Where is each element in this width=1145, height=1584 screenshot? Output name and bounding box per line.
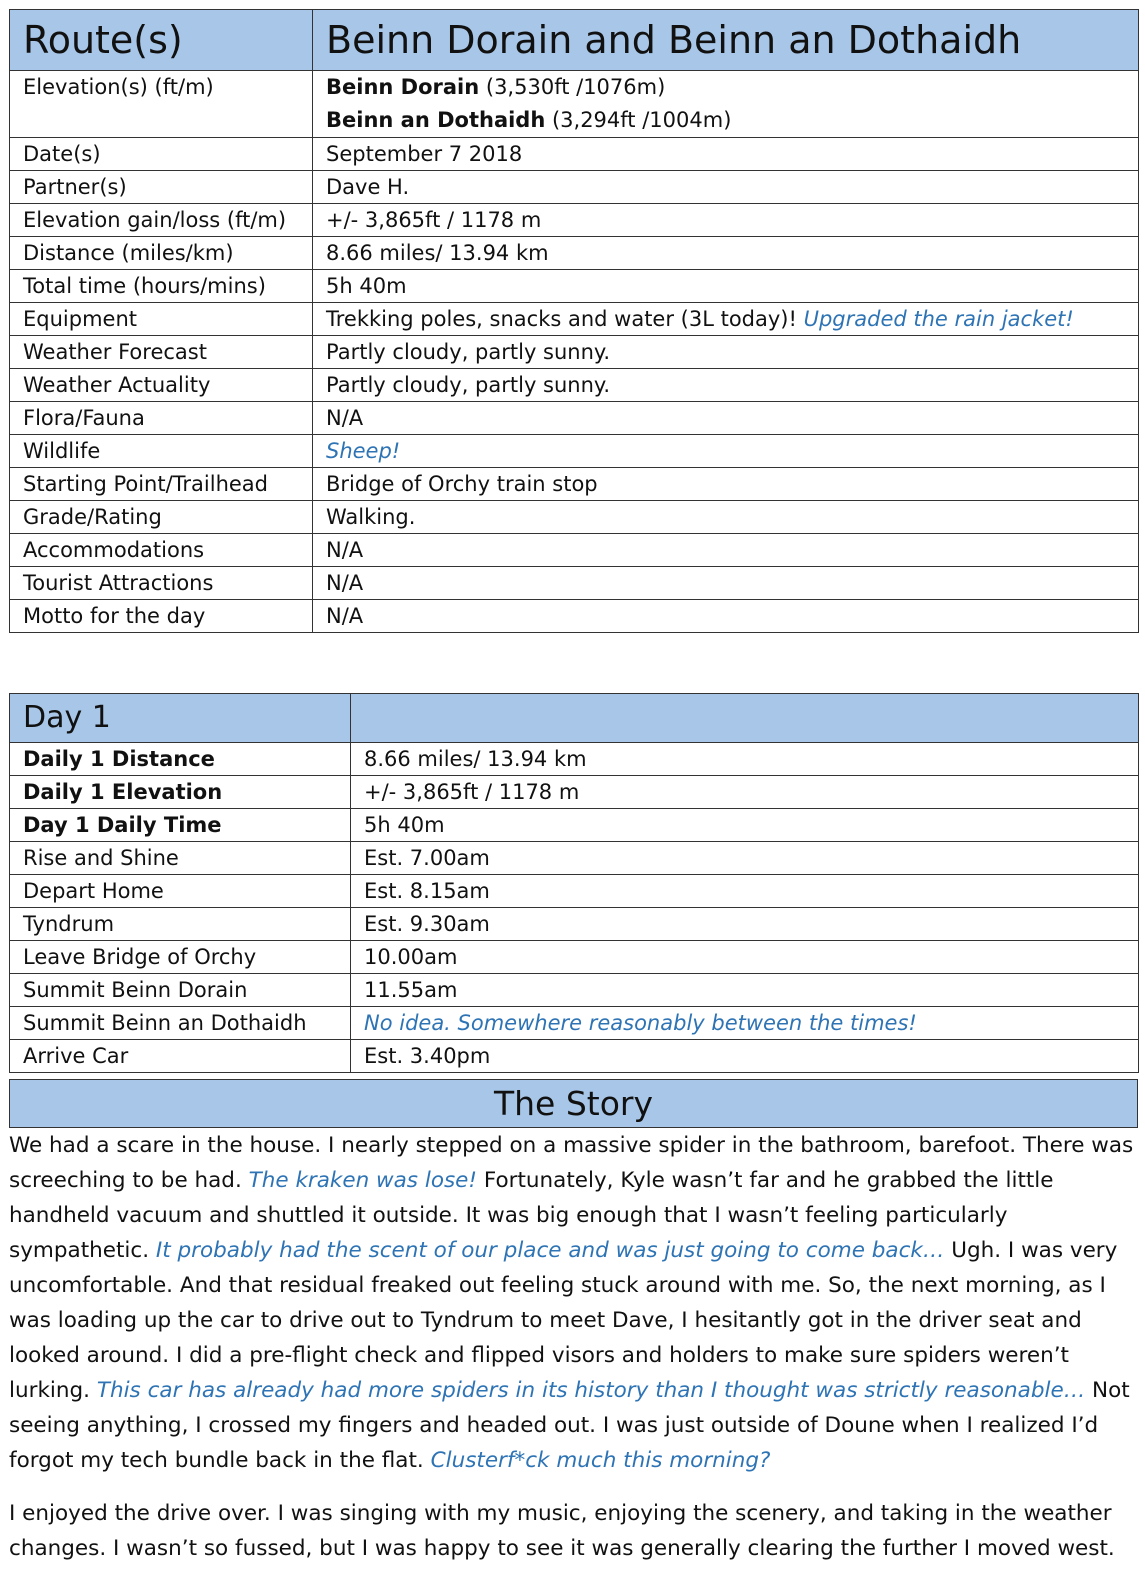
- story-body: [9, 1128, 1137, 1584]
- day-row-label: Leave Bridge of Orchy: [10, 941, 351, 974]
- route-header-label: Route(s): [10, 10, 313, 71]
- story-title: The Story: [9, 1079, 1138, 1128]
- day-row-label: Depart Home: [10, 875, 351, 908]
- row-value: September 7 2018: [313, 138, 1139, 171]
- day-row-value: No idea. Somewhere reasonably between the times!: [351, 1007, 1139, 1040]
- row-label: Weather Actuality: [10, 369, 313, 402]
- row-label: Flora/Fauna: [10, 402, 313, 435]
- day-row-label: Daily 1 Elevation: [10, 776, 351, 809]
- day-header-empty: [351, 694, 1139, 743]
- day-row-label: Daily 1 Distance: [10, 743, 351, 776]
- row-value: Bridge of Orchy train stop: [313, 468, 1139, 501]
- day-row-label: Summit Beinn an Dothaidh: [10, 1007, 351, 1040]
- day-table: [9, 693, 1139, 1073]
- day-header-label: Day 1: [10, 694, 351, 743]
- row-label: Elevation gain/loss (ft/m): [10, 204, 313, 237]
- row-value: N/A: [313, 534, 1139, 567]
- row-label: Grade/Rating: [10, 501, 313, 534]
- row-label: Partner(s): [10, 171, 313, 204]
- equipment-note: Upgraded the rain jacket!: [803, 307, 1074, 331]
- story-paragraph: I enjoyed the drive over. I was singing with my music, enjoying the scenery, and taking in the weather changes. I wasn’t so fussed, but I was happy to see it was generally clearing the further I moved west.: [9, 1501, 1115, 1561]
- row-value: Walking.: [313, 501, 1139, 534]
- row-label: Starting Point/Trailhead: [10, 468, 313, 501]
- day-row-label: Tyndrum: [10, 908, 351, 941]
- day-row-label: Day 1 Daily Time: [10, 809, 351, 842]
- wildlife-value: Sheep!: [313, 435, 1139, 468]
- peak2-name: Beinn an Dothaidh: [326, 108, 546, 132]
- equipment-value: [313, 303, 1139, 336]
- row-label: Weather Forecast: [10, 336, 313, 369]
- row-value: Dave H.: [313, 171, 1139, 204]
- row-value: N/A: [313, 402, 1139, 435]
- story-paragraph: We had a scare in the house. I nearly stepped on a massive spider in the bathroom, barefoot. There was screeching to be had. The kraken was lose! Fortunately, Kyle wasn’t far and he grabbed the little handheld vacuum and shuttled it outside. It was big enough that I wasn’t feeling particularly sympathetic. It probably had the scent of our place and was just going to come back… Ugh. I was very uncomfortable. And that residual freaked out feeling stuck around with me. So, the next morning, as I was loading up the car to drive out to Tyndrum to meet Dave, I hesitantly got in the driver seat and looked around. I did a pre-flight check and flipped visors and holders to make sure spiders weren’t lurking. This car has already had more spiders in its history than I thought was strictly reasonable… Not seeing anything, I crossed my fingers and headed out. I was just outside of Doune when I realized I’d forgot my tech bundle back in the flat. Clusterf*ck much this morning?: [9, 1133, 1134, 1473]
- day-row-label: Rise and Shine: [10, 842, 351, 875]
- day-row-value: Est. 8.15am: [351, 875, 1139, 908]
- day-row-value: +/- 3,865ft / 1178 m: [351, 776, 1139, 809]
- peak1-value: (3,530ft /1076m): [479, 75, 666, 99]
- day-row-label: Summit Beinn Dorain: [10, 974, 351, 1007]
- day-row-value: 10.00am: [351, 941, 1139, 974]
- peak2-value: (3,294ft /1004m): [545, 108, 732, 132]
- route-table: [9, 9, 1139, 633]
- row-label: Accommodations: [10, 534, 313, 567]
- equipment-text: Trekking poles, snacks and water (3L today)!: [326, 307, 804, 331]
- row-value: N/A: [313, 600, 1139, 633]
- day-row-value: Est. 3.40pm: [351, 1040, 1139, 1073]
- equipment-label: Equipment: [10, 303, 313, 336]
- day-row-label: Arrive Car: [10, 1040, 351, 1073]
- row-value: Partly cloudy, partly sunny.: [313, 369, 1139, 402]
- row-label: Tourist Attractions: [10, 567, 313, 600]
- elevation-label: Elevation(s) (ft/m): [10, 71, 313, 138]
- elevation-value: [313, 71, 1139, 138]
- day-row-value: 11.55am: [351, 974, 1139, 1007]
- row-value: N/A: [313, 567, 1139, 600]
- day-row-value: 8.66 miles/ 13.94 km: [351, 743, 1139, 776]
- day-row-value: Est. 9.30am: [351, 908, 1139, 941]
- row-value: 5h 40m: [313, 270, 1139, 303]
- row-label: Date(s): [10, 138, 313, 171]
- row-label: Distance (miles/km): [10, 237, 313, 270]
- row-value: 8.66 miles/ 13.94 km: [313, 237, 1139, 270]
- row-label: Total time (hours/mins): [10, 270, 313, 303]
- row-label: Motto for the day: [10, 600, 313, 633]
- day-row-value: Est. 7.00am: [351, 842, 1139, 875]
- day-row-value: 5h 40m: [351, 809, 1139, 842]
- row-value: Partly cloudy, partly sunny.: [313, 336, 1139, 369]
- row-value: +/- 3,865ft / 1178 m: [313, 204, 1139, 237]
- route-header-value: Beinn Dorain and Beinn an Dothaidh: [313, 10, 1139, 71]
- wildlife-label: Wildlife: [10, 435, 313, 468]
- peak1-name: Beinn Dorain: [326, 75, 480, 99]
